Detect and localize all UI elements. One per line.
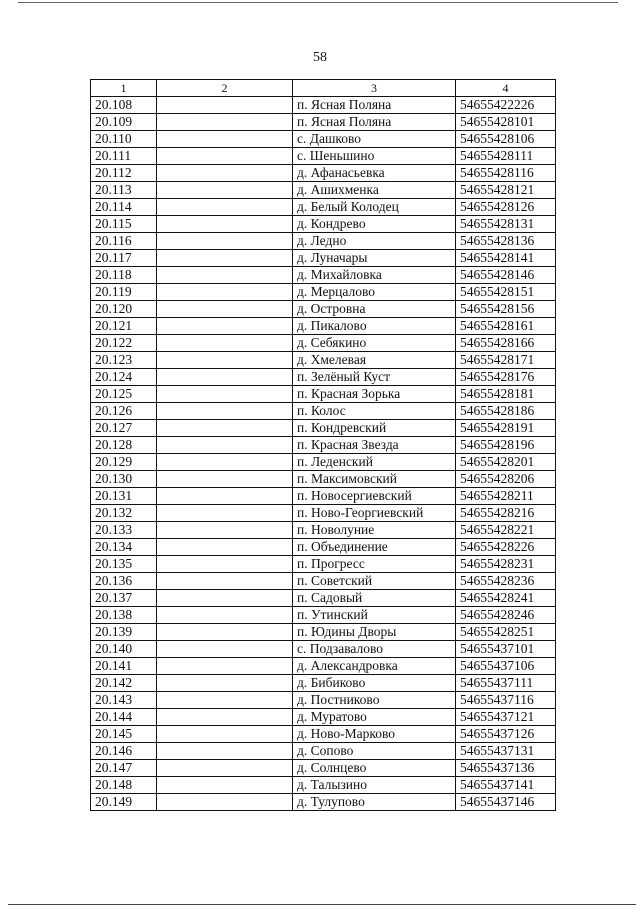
oktmo-code-cell: 54655437126 <box>456 726 556 743</box>
row-number-cell: 20.130 <box>91 471 157 488</box>
table-row <box>91 352 556 369</box>
code-cell <box>157 386 293 403</box>
table-row <box>91 165 556 182</box>
code-cell <box>157 165 293 182</box>
code-cell <box>157 233 293 250</box>
settlement-name-cell: п. Красная Зорька <box>293 386 456 403</box>
table-row <box>91 216 556 233</box>
table-row <box>91 148 556 165</box>
oktmo-code-cell: 54655428101 <box>456 114 556 131</box>
row-number-cell: 20.141 <box>91 658 157 675</box>
oktmo-code-cell: 54655437101 <box>456 641 556 658</box>
code-cell <box>157 216 293 233</box>
settlement-name-cell: д. Ашихменка <box>293 182 456 199</box>
settlement-name-cell: п. Ясная Поляна <box>293 97 456 114</box>
settlement-name-cell: п. Советский <box>293 573 456 590</box>
oktmo-code-cell: 54655422226 <box>456 97 556 114</box>
row-number-cell: 20.129 <box>91 454 157 471</box>
settlement-name-cell: д. Мерцалово <box>293 284 456 301</box>
row-number-cell: 20.131 <box>91 488 157 505</box>
table-row <box>91 590 556 607</box>
oktmo-code-cell: 54655437116 <box>456 692 556 709</box>
oktmo-code-cell: 54655428196 <box>456 437 556 454</box>
row-number-cell: 20.149 <box>91 794 157 811</box>
table-row <box>91 675 556 692</box>
settlement-name-cell: п. Прогресс <box>293 556 456 573</box>
code-cell <box>157 743 293 760</box>
table-row <box>91 420 556 437</box>
row-number-cell: 20.128 <box>91 437 157 454</box>
settlement-name-cell: д. Михайловка <box>293 267 456 284</box>
table-row <box>91 114 556 131</box>
oktmo-code-cell: 54655437131 <box>456 743 556 760</box>
code-cell <box>157 284 293 301</box>
settlement-name-cell: д. Ледно <box>293 233 456 250</box>
row-number-cell: 20.134 <box>91 539 157 556</box>
settlement-name-cell: д. Хмелевая <box>293 352 456 369</box>
row-number-cell: 20.119 <box>91 284 157 301</box>
oktmo-code-cell: 54655428131 <box>456 216 556 233</box>
settlement-name-cell: д. Островна <box>293 301 456 318</box>
table-row <box>91 539 556 556</box>
oktmo-code-cell: 54655428126 <box>456 199 556 216</box>
table-row <box>91 777 556 794</box>
oktmo-code-cell: 54655428186 <box>456 403 556 420</box>
row-number-cell: 20.144 <box>91 709 157 726</box>
settlement-name-cell: д. Кондрево <box>293 216 456 233</box>
table-row <box>91 658 556 675</box>
row-number-cell: 20.140 <box>91 641 157 658</box>
bottom-rule <box>8 904 636 905</box>
table-row <box>91 471 556 488</box>
row-number-cell: 20.110 <box>91 131 157 148</box>
table-row <box>91 607 556 624</box>
oktmo-code-cell: 54655437111 <box>456 675 556 692</box>
oktmo-code-cell: 54655428176 <box>456 369 556 386</box>
row-number-cell: 20.136 <box>91 573 157 590</box>
oktmo-code-cell: 54655428226 <box>456 539 556 556</box>
row-number-cell: 20.135 <box>91 556 157 573</box>
settlement-name-cell: с. Подзавалово <box>293 641 456 658</box>
code-cell <box>157 148 293 165</box>
code-cell <box>157 250 293 267</box>
oktmo-code-cell: 54655428211 <box>456 488 556 505</box>
settlement-name-cell: д. Ново-Марково <box>293 726 456 743</box>
row-number-cell: 20.147 <box>91 760 157 777</box>
row-number-cell: 20.111 <box>91 148 157 165</box>
table-row <box>91 182 556 199</box>
code-cell <box>157 726 293 743</box>
row-number-cell: 20.108 <box>91 97 157 114</box>
settlement-name-cell: с. Шеньшино <box>293 148 456 165</box>
table-row <box>91 505 556 522</box>
oktmo-code-cell: 54655428146 <box>456 267 556 284</box>
settlement-name-cell: д. Афанасьевка <box>293 165 456 182</box>
code-cell <box>157 318 293 335</box>
oktmo-code-cell: 54655428111 <box>456 148 556 165</box>
table-row <box>91 97 556 114</box>
table-row <box>91 199 556 216</box>
table-body <box>91 80 556 811</box>
oktmo-code-cell: 54655428151 <box>456 284 556 301</box>
table-row <box>91 488 556 505</box>
oktmo-code-cell: 54655428231 <box>456 556 556 573</box>
table-row <box>91 556 556 573</box>
oktmo-code-cell: 54655428246 <box>456 607 556 624</box>
code-cell <box>157 454 293 471</box>
code-cell <box>157 488 293 505</box>
code-cell <box>157 777 293 794</box>
row-number-cell: 20.125 <box>91 386 157 403</box>
table-row <box>91 522 556 539</box>
code-cell <box>157 267 293 284</box>
code-cell <box>157 624 293 641</box>
row-number-cell: 20.142 <box>91 675 157 692</box>
settlement-name-cell: д. Тулупово <box>293 794 456 811</box>
row-number-cell: 20.133 <box>91 522 157 539</box>
settlement-name-cell: д. Себякино <box>293 335 456 352</box>
settlement-name-cell: п. Ясная Поляна <box>293 114 456 131</box>
code-cell <box>157 590 293 607</box>
settlement-name-cell: с. Дашково <box>293 131 456 148</box>
settlement-name-cell: п. Объединение <box>293 539 456 556</box>
table-row <box>91 284 556 301</box>
code-cell <box>157 335 293 352</box>
code-cell <box>157 522 293 539</box>
code-cell <box>157 760 293 777</box>
row-number-cell: 20.137 <box>91 590 157 607</box>
row-number-cell: 20.138 <box>91 607 157 624</box>
settlement-name-cell: п. Юдины Дворы <box>293 624 456 641</box>
settlement-name-cell: п. Зелёный Куст <box>293 369 456 386</box>
row-number-cell: 20.123 <box>91 352 157 369</box>
row-number-cell: 20.121 <box>91 318 157 335</box>
oktmo-code-cell: 54655437106 <box>456 658 556 675</box>
oktmo-code-cell: 54655428221 <box>456 522 556 539</box>
table-row <box>91 709 556 726</box>
row-number-cell: 20.126 <box>91 403 157 420</box>
settlement-name-cell: д. Александровка <box>293 658 456 675</box>
top-rule <box>18 2 618 3</box>
table-row <box>91 573 556 590</box>
row-number-cell: 20.122 <box>91 335 157 352</box>
oktmo-code-cell: 54655428171 <box>456 352 556 369</box>
table-row <box>91 743 556 760</box>
table-header-row <box>91 80 556 97</box>
table-row <box>91 794 556 811</box>
table-row <box>91 437 556 454</box>
code-cell <box>157 607 293 624</box>
code-cell <box>157 505 293 522</box>
row-number-cell: 20.115 <box>91 216 157 233</box>
code-cell <box>157 403 293 420</box>
settlement-name-cell: д. Талызино <box>293 777 456 794</box>
oktmo-code-cell: 54655428121 <box>456 182 556 199</box>
column-header: 1 <box>91 80 157 97</box>
code-cell <box>157 369 293 386</box>
code-cell <box>157 471 293 488</box>
row-number-cell: 20.124 <box>91 369 157 386</box>
table-row <box>91 760 556 777</box>
oktmo-code-cell: 54655428141 <box>456 250 556 267</box>
settlement-name-cell: д. Белый Колодец <box>293 199 456 216</box>
table-row <box>91 386 556 403</box>
code-cell <box>157 573 293 590</box>
settlement-name-cell: п. Красная Звезда <box>293 437 456 454</box>
code-cell <box>157 97 293 114</box>
row-number-cell: 20.145 <box>91 726 157 743</box>
settlement-name-cell: п. Колос <box>293 403 456 420</box>
row-number-cell: 20.109 <box>91 114 157 131</box>
settlement-name-cell: п. Леденский <box>293 454 456 471</box>
oktmo-code-cell: 54655428201 <box>456 454 556 471</box>
row-number-cell: 20.117 <box>91 250 157 267</box>
table-row <box>91 335 556 352</box>
table-row <box>91 692 556 709</box>
row-number-cell: 20.148 <box>91 777 157 794</box>
oktmo-code-cell: 54655428206 <box>456 471 556 488</box>
table-row <box>91 403 556 420</box>
oktmo-code-cell: 54655428161 <box>456 318 556 335</box>
table-row <box>91 726 556 743</box>
code-cell <box>157 539 293 556</box>
table-row <box>91 233 556 250</box>
code-cell <box>157 352 293 369</box>
oktmo-code-cell: 54655428106 <box>456 131 556 148</box>
code-cell <box>157 420 293 437</box>
settlement-name-cell: д. Сопово <box>293 743 456 760</box>
code-cell <box>157 182 293 199</box>
code-cell <box>157 709 293 726</box>
table-row <box>91 369 556 386</box>
oktmo-code-cell: 54655428236 <box>456 573 556 590</box>
settlement-name-cell: п. Новолуние <box>293 522 456 539</box>
oktmo-code-cell: 54655428191 <box>456 420 556 437</box>
settlement-name-cell: д. Солнцево <box>293 760 456 777</box>
table-row <box>91 267 556 284</box>
row-number-cell: 20.143 <box>91 692 157 709</box>
code-cell <box>157 437 293 454</box>
settlement-name-cell: п. Утинский <box>293 607 456 624</box>
table-row <box>91 624 556 641</box>
settlement-name-cell: д. Муратово <box>293 709 456 726</box>
settlement-name-cell: п. Кондревский <box>293 420 456 437</box>
oktmo-code-cell: 54655428181 <box>456 386 556 403</box>
settlement-name-cell: п. Новосергиевский <box>293 488 456 505</box>
settlement-name-cell: п. Садовый <box>293 590 456 607</box>
oktmo-code-cell: 54655437141 <box>456 777 556 794</box>
row-number-cell: 20.127 <box>91 420 157 437</box>
row-number-cell: 20.114 <box>91 199 157 216</box>
code-cell <box>157 114 293 131</box>
code-cell <box>157 794 293 811</box>
oktmo-code-cell: 54655428116 <box>456 165 556 182</box>
code-cell <box>157 131 293 148</box>
row-number-cell: 20.120 <box>91 301 157 318</box>
table-row <box>91 454 556 471</box>
oktmo-code-cell: 54655437121 <box>456 709 556 726</box>
settlement-name-cell: д. Постниково <box>293 692 456 709</box>
oktmo-code-cell: 54655428156 <box>456 301 556 318</box>
table-row <box>91 301 556 318</box>
row-number-cell: 20.112 <box>91 165 157 182</box>
row-number-cell: 20.139 <box>91 624 157 641</box>
code-cell <box>157 556 293 573</box>
code-cell <box>157 301 293 318</box>
settlement-name-cell: д. Луначары <box>293 250 456 267</box>
oktmo-code-cell: 54655437146 <box>456 794 556 811</box>
oktmo-code-cell: 54655428241 <box>456 590 556 607</box>
row-number-cell: 20.118 <box>91 267 157 284</box>
table-row <box>91 318 556 335</box>
code-cell <box>157 658 293 675</box>
code-cell <box>157 641 293 658</box>
code-cell <box>157 199 293 216</box>
table-row <box>91 250 556 267</box>
table-row <box>91 131 556 148</box>
table-row <box>91 641 556 658</box>
code-cell <box>157 675 293 692</box>
page-number: 58 <box>313 50 327 65</box>
column-header: 3 <box>293 80 456 97</box>
oktmo-code-cell: 54655428166 <box>456 335 556 352</box>
row-number-cell: 20.132 <box>91 505 157 522</box>
settlements-table <box>90 79 556 811</box>
settlement-name-cell: п. Максимовский <box>293 471 456 488</box>
row-number-cell: 20.116 <box>91 233 157 250</box>
settlement-name-cell: д. Пикалово <box>293 318 456 335</box>
settlement-name-cell: п. Ново-Георгиевский <box>293 505 456 522</box>
oktmo-code-cell: 54655428136 <box>456 233 556 250</box>
column-header: 2 <box>157 80 293 97</box>
row-number-cell: 20.113 <box>91 182 157 199</box>
row-number-cell: 20.146 <box>91 743 157 760</box>
code-cell <box>157 692 293 709</box>
settlement-name-cell: д. Бибиково <box>293 675 456 692</box>
oktmo-code-cell: 54655428251 <box>456 624 556 641</box>
oktmo-code-cell: 54655428216 <box>456 505 556 522</box>
oktmo-code-cell: 54655437136 <box>456 760 556 777</box>
column-header: 4 <box>456 80 556 97</box>
